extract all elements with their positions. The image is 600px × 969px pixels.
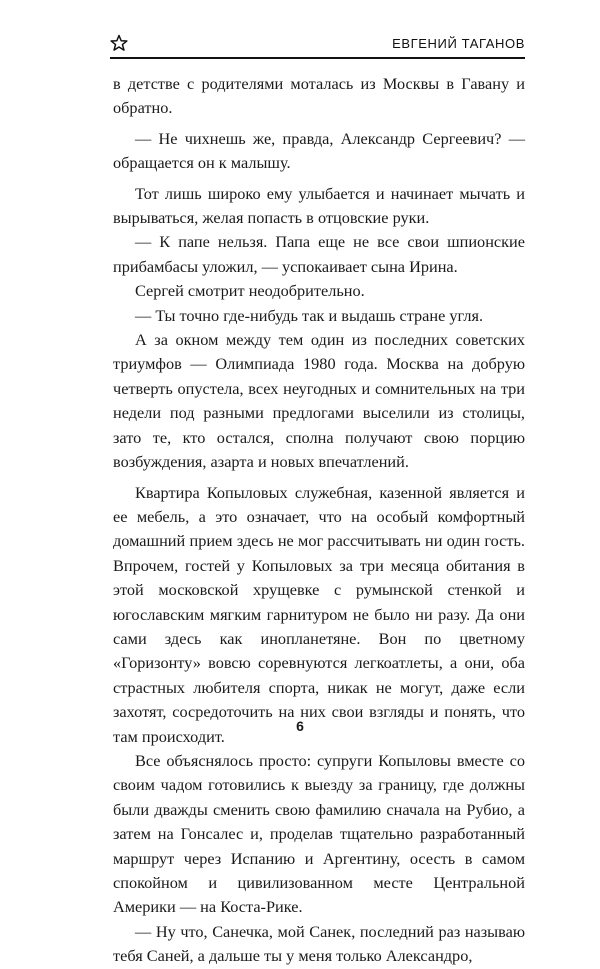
paragraph: Сергей смотрит неодобрительно. — [135, 281, 365, 301]
header-rule — [110, 57, 525, 59]
paragraph: Все объяснялось просто: супруги Копыловы вместе со своим чадом готовились к выезду за границу, где должны были дважды сменить свою фамилию сначала на Рубио, а затем на Гонсалес и, проделав тщательно разработанный маршрут через Испанию и Аргентину, осесть в самом спокойном и цивилизованном месте Центральной Америки — на Коста-Рике. — [113, 750, 525, 917]
paragraph: А за окном между тем один из последних советских триумфов — Олимпиада 1980 года. Москва на добрую четверть опустела, всех неугодных и сомнительных на три недели под разными предлогами выселили из столицы, зато те, кто остался, сполна получают свою порцию возбуждения, азарта и новых впечатлений. — [113, 330, 525, 472]
star-outline-icon — [110, 34, 128, 52]
author-name: ЕВГЕНИЙ ТАГАНОВ — [392, 36, 525, 51]
paragraph: — Не чихнешь же, правда, Александр Сергеевич? — обращается он к малышу. — [113, 128, 525, 173]
page-number: 6 — [296, 718, 304, 734]
paragraph: в детстве с родителями моталась из Москвы в Гавану и обратно. — [113, 74, 525, 118]
body-text — [113, 72, 525, 969]
paragraph: — Ты точно где-нибудь так и выдашь стране угля. — [135, 305, 484, 325]
paragraph: Тот лишь широко ему улыбается и начинает мычать и вырываться, желая попасть в отцовские руки. — [113, 183, 525, 228]
paragraph: — К папе нельзя. Папа еще не все свои шпионские прибамбасы уложил, — успокаивает сына Ирина. — [113, 232, 525, 276]
running-header — [110, 30, 525, 64]
paragraph: Квартира Копыловых служебная, казенной является и ее мебель, а это означает, что на особый комфортный домашний прием здесь не мог рассчитывать ни один гость. Впрочем, гостей у Копыловых за три месяца обитания в этой московской хрущевке с румынской стенкой и югославским мягким гарнитуром не было ни разу. Да они сами здесь как инопланетяне. Вон по цветному «Горизонту» вовсю соревнуются легкоатлеты, а они, оба страстных любителя спорта, никак не могут, даже если захотят, сосредоточить на них свои взгляды и понять, что там происходит. — [113, 482, 525, 746]
paragraph: — Ну что, Санечка, мой Санек, последний раз называю тебя Саней, а дальше ты у меня только Александро, — [113, 921, 525, 966]
